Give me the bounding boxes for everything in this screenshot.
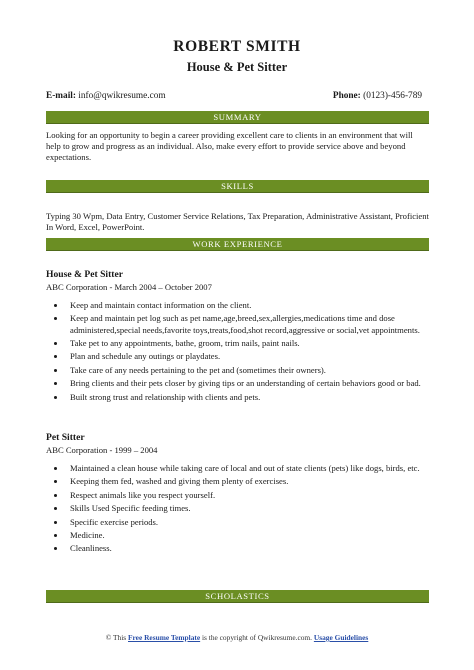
list-item: • Maintained a clean house while taking care of local and out of state clients (pets) like dogs, birds, etc. bbox=[66, 463, 442, 474]
job-title-2: Pet Sitter bbox=[46, 432, 85, 443]
phone-value: (0123)-456-789 bbox=[363, 91, 422, 101]
footer-prefix: © This bbox=[105, 633, 127, 642]
list-item: • Specific exercise periods. bbox=[66, 517, 442, 528]
list-item: • Take pet to any appointments, bathe, groom, trim nails, paint nails. bbox=[66, 338, 442, 349]
section-header-skills: SKILLS bbox=[46, 180, 429, 192]
list-item: • Bring clients and their pets closer by giving tips or an understanding of certain behaviors good or bad. bbox=[66, 378, 442, 389]
list-item: • Plan and schedule any outings or playdates. bbox=[66, 351, 442, 362]
job-employer-1: ABC Corporation - March 2004 – October 2007 bbox=[46, 282, 212, 292]
contact-row bbox=[46, 91, 422, 101]
section-header-scholastics: SCHOLASTICS bbox=[46, 590, 429, 602]
list-item: • Keeping them fed, washed and giving them plenty of exercises. bbox=[66, 476, 442, 487]
list-item: • Respect animals like you respect yourself. bbox=[66, 490, 442, 501]
list-item: • Cleanliness. bbox=[66, 543, 442, 554]
list-item: • Take care of any needs pertaining to the pet and (sometimes their owners). bbox=[66, 365, 442, 376]
list-item: • Keep and maintain pet log such as pet name,age,breed,sex,allergies,medications time and dose administered,special needs,favorite toys,treats,food,shot record,aggressive or social,vet appointments. bbox=[66, 313, 442, 335]
list-item: • Built strong trust and relationship with clients and pets. bbox=[66, 392, 442, 403]
usage-guidelines-link[interactable]: Usage Guidelines bbox=[313, 633, 369, 642]
section-header-work-experience: WORK EXPERIENCE bbox=[46, 238, 429, 250]
list-item: • Keep and maintain contact information on the client. bbox=[66, 300, 442, 311]
email-label: E-mail: bbox=[46, 91, 76, 101]
footer-middle: is the copyright of Qwikresume.com. bbox=[202, 633, 313, 642]
phone-block bbox=[333, 91, 422, 101]
email-value[interactable]: info@qwikresume.com bbox=[78, 91, 166, 101]
summary-text: Looking for an opportunity to begin a career providing excellent care to clients in an environment that will help to grow and progress as an individual. Also, make every effort to provide service above and beyond expectations. bbox=[46, 130, 413, 163]
skills-text: Typing 30 Wpm, Data Entry, Customer Service Relations, Tax Preparation, Administrative Assistant, Proficient In Word, Excel, PowerPoint. bbox=[46, 211, 429, 233]
section-header-summary: SUMMARY bbox=[46, 111, 429, 123]
list-item: • Skills Used Specific feeding times. bbox=[66, 503, 442, 514]
phone-label: Phone: bbox=[332, 91, 361, 101]
job-employer-2: ABC Corporation - 1999 – 2004 bbox=[46, 445, 158, 455]
free-resume-template-link[interactable]: Free Resume Template bbox=[128, 633, 201, 642]
candidate-title: House & Pet Sitter bbox=[186, 60, 288, 74]
copyright-footer bbox=[0, 633, 474, 642]
candidate-name: ROBERT SMITH bbox=[173, 38, 301, 55]
job-duties-2 bbox=[46, 463, 442, 557]
email-block bbox=[46, 91, 166, 101]
list-item: • Medicine. bbox=[66, 530, 442, 541]
job-duties-1 bbox=[46, 300, 442, 405]
job-title-1: House & Pet Sitter bbox=[46, 269, 123, 280]
